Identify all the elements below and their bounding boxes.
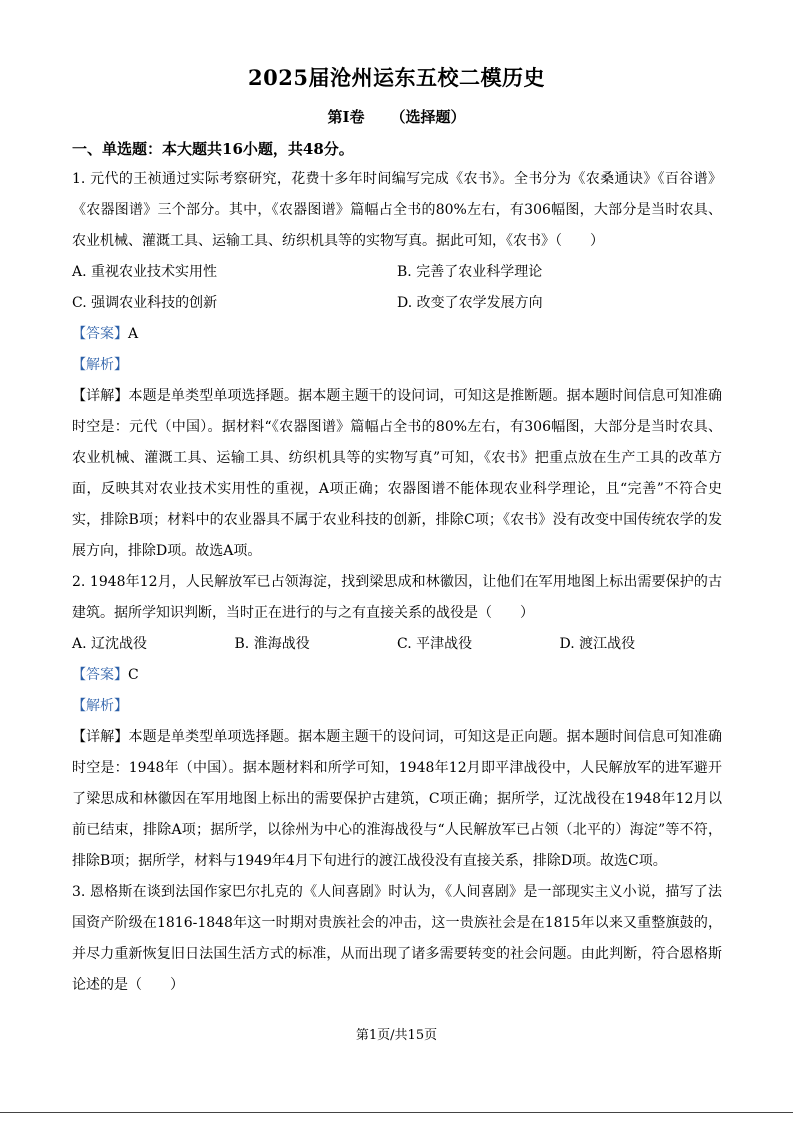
question-2-options [72, 629, 722, 660]
page-footer: 第1页/共15页 [355, 1028, 438, 1043]
q2-option-a: A. 辽沈战役 [72, 636, 148, 652]
subtitle-part: 第Ⅰ卷 [327, 108, 365, 126]
question-1-options [72, 257, 722, 319]
q2-answer [72, 660, 722, 691]
bottom-divider [0, 1112, 793, 1113]
q2-analysis-tag: 【解析】 [72, 698, 128, 714]
q1-answer-tag: 【答案】 [72, 326, 128, 342]
q2-option-c: C. 平津战役 [397, 636, 473, 652]
q2-detail-text: 本题是单类型单项选择题。据本题主题干的设问词，可知这是正向题。据本题时间信息可知准确时空是：1948年（中国）。据本题材料和所学可知，1948年12月即平津战役中，人民解放军的进军避开了梁思成和林徽因在军用地图上标出的需要保护古建筑，C项正确；据所学，辽沈战役在1948年12月以前已结束，排除A项；据所学，以徐州为中心的淮海战役与“人民解放军已占领（北平的）海淀”等不符，排除B项；据所学，材料与1949年4月下旬进行的渡江战役没有直接关系，排除D项。故选C项。 [72, 729, 723, 869]
q1-detail-text: 本题是单类型单项选择题。据本题主题干的设问词，可知这是推断题。据本题时间信息可知准确时空是：元代（中国）。据材料“《农器图谱》篇幅占全书的80%左右，有306幅图，大部分是当时农具、农业机械、灌溉工具、运输工具、纺织机具等的实物写真”可知，《农书》把重点放在生产工具的改革方面，反映其对农业技术实用性的重视，A项正确；农器图谱不能体现农业科学理论，且“完善”不符合史实，排除B项；材料中的农业器具不属于农业科技的创新，排除C项；《农书》没有改变中国传统农学的发展方向，排除D项。故选A项。 [72, 388, 723, 559]
section-heading: 一、单选题：本大题共16小题，共48分。 [72, 140, 354, 158]
question-1-stem: 1. 元代的王祯通过实际考察研究，花费十多年时间编写完成《农书》。全书分为《农桑通诀》《百谷谱》《农器图谱》三个部分。其中，《农器图谱》篇幅占全书的80%左右，有306幅图，大部分是当时农具、农业机械、灌溉工具、运输工具、纺织机具等的实物写真。据此可知，《农书》（ ） [72, 171, 722, 249]
q1-answer [72, 319, 722, 350]
q1-analysis-tag: 【解析】 [72, 357, 128, 373]
q2-option-b: B. 淮海战役 [234, 636, 310, 652]
q2-answer-tag: 【答案】 [72, 667, 128, 683]
q2-analysis [72, 691, 722, 722]
document-subtitle [0, 106, 793, 127]
document-body [72, 134, 722, 1001]
q1-option-b: B. 完善了农业科学理论 [397, 264, 543, 280]
question-3-stem: 3. 恩格斯在谈到法国作家巴尔扎克的《人间喜剧》时认为，《人间喜剧》是一部现实主义小说，描写了法国资产阶级在1816-1848年这一时期对贵族社会的冲击，这一贵族社会是在1815年以来又重整旗鼓的，并尽力重新恢复旧日法国生活方式的标准，从而出现了诸多需要转变的社会问题。由此判断，符合恩格斯论述的是（ ） [72, 884, 722, 993]
q1-option-a: A. 重视农业技术实用性 [72, 264, 218, 280]
subtitle-type: （选择题） [390, 108, 466, 126]
q1-option-d: D. 改变了农学发展方向 [397, 295, 543, 311]
q2-answer-value: C [128, 667, 139, 683]
question-2-stem: 2. 1948年12月，人民解放军已占领海淀，找到梁思成和林徽因，让他们在军用地图上标出需要保护的古建筑。据所学知识判断，当时正在进行的与之有直接关系的战役是（ ） [72, 574, 722, 621]
q2-detail [72, 722, 722, 877]
document-title: 2025届沧州运东五校二模历史 [248, 65, 545, 90]
q2-option-d: D. 渡江战役 [559, 636, 636, 652]
q1-option-c: C. 强调农业科技的创新 [72, 295, 218, 311]
q1-detail-tag: 【详解】 [72, 388, 129, 404]
q1-analysis [72, 350, 722, 381]
q1-answer-value: A [128, 326, 139, 342]
q2-detail-tag: 【详解】 [72, 729, 129, 745]
q1-detail [72, 381, 722, 567]
